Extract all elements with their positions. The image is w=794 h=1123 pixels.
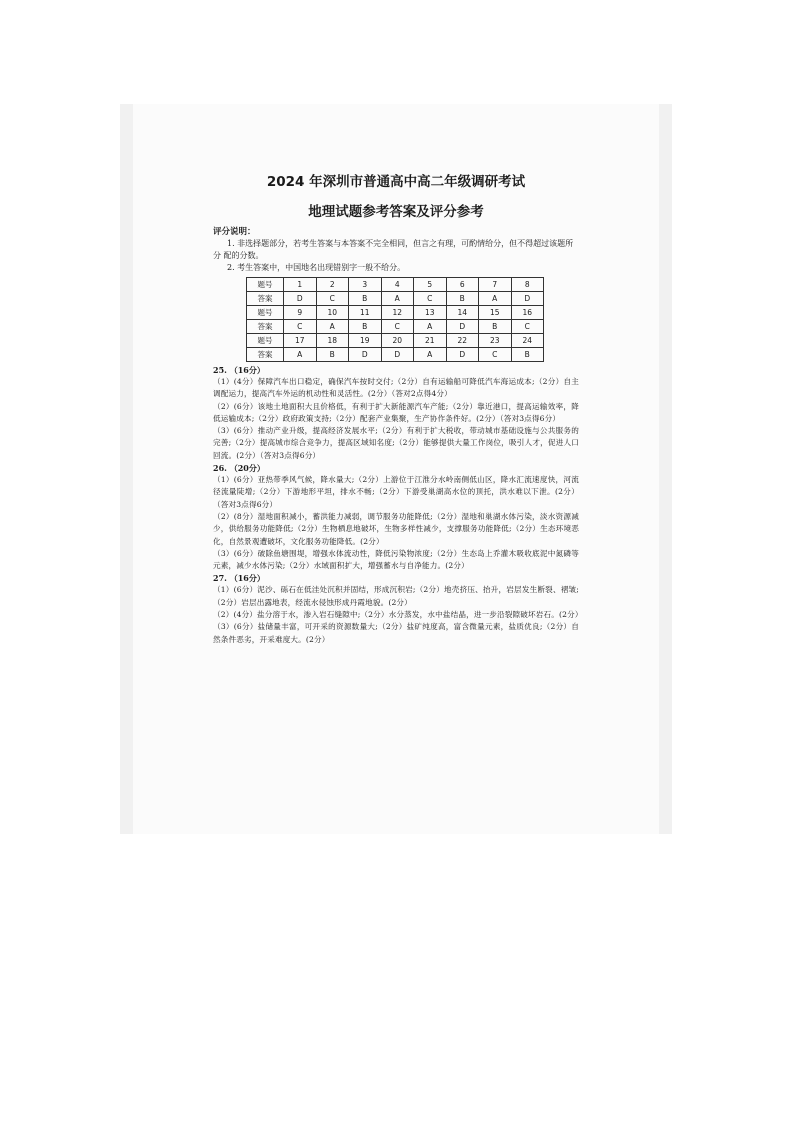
answer-table-cell: 23 (479, 334, 512, 348)
answer-table-cell: 20 (381, 334, 414, 348)
answer-table-cell: 9 (284, 306, 317, 320)
answer-table-row-label: 题号 (247, 334, 284, 348)
answer-table-cell: B (349, 292, 382, 306)
answer-item: （1）(6分）亚热带季风气候，降水量大;（2分）上游位于江淮分水岭南侧低山区，降水汇流速度快，河流径流量陡增;（2分）下游地形平坦，排水不畅;（2分）下游受巢湖高水位的顶托，洪水难以下泄。(2分）（答对3点得6分） (213, 475, 579, 509)
answer-table-cell: C (479, 348, 512, 362)
answer-table-cell: 8 (511, 278, 544, 292)
answer-table-cell: 24 (511, 334, 544, 348)
scoring-label: 评分说明： (213, 227, 256, 237)
answer-table-row (247, 334, 544, 348)
answer-table-cell: D (446, 320, 479, 334)
answer-table-cell: 11 (349, 306, 382, 320)
answer-item: （2）(6分）该地土地面积大且价格低，有利于扩大新能源汽车产能;（2分）靠近港口，提高运输效率，降低运输成本;（2分）政府政策支持;（2分）配套产业集聚，生产协作条件好。(2分）（答对3点得6分） (213, 401, 579, 423)
answer-table-cell: 16 (511, 306, 544, 320)
scoring-note-1: 1. 非选择题部分，若考生答案与本答案不完全相同，但言之有理，可酌情给分，但不得超过该题所分 配的分数。 (213, 239, 574, 260)
answer-table-cell: 4 (381, 278, 414, 292)
answer-table-row-label: 题号 (247, 306, 284, 320)
questions-section (213, 364, 583, 646)
answer-table-cell: 15 (479, 306, 512, 320)
answer-table-row-label: 题号 (247, 278, 284, 292)
answer-table-cell: 6 (446, 278, 479, 292)
answer-table-cell: B (349, 320, 382, 334)
answer-table-cell: A (316, 320, 349, 334)
answer-table (246, 277, 544, 362)
answer-table-cell: C (381, 320, 414, 334)
answer-item: （3）(6分）推动产业升级，提高经济发展水平;（2分）有利于扩大税收，带动城市基础设施与公共服务的完善;（2分）提高城市综合竞争力，提高区域知名度;（2分）能够提供大量工作岗位，吸引人才，促进人口回流。(2分）（答对3点得6分） (213, 426, 579, 460)
answer-table-row (247, 278, 544, 292)
answer-table-cell: B (316, 348, 349, 362)
answer-table-cell: 13 (414, 306, 447, 320)
answer-table-cell: C (414, 292, 447, 306)
answer-table-cell: 22 (446, 334, 479, 348)
answer-table-cell: 17 (284, 334, 317, 348)
question-heading: 26. （20分） (213, 463, 265, 474)
answer-table-cell: B (511, 348, 544, 362)
answer-table-cell: D (284, 292, 317, 306)
question-block (213, 462, 579, 572)
answer-table-cell: A (479, 292, 512, 306)
answer-item: （1）(6分）泥沙、砾石在低洼处沉积并固结，形成沉积岩;（2分）地壳挤压、抬升，岩层发生断裂、褶皱;（2分）岩层出露地表，经流水侵蚀形成丹霞地貌。(2分） (213, 585, 579, 607)
answer-table-cell: B (479, 320, 512, 334)
answer-table-cell: A (284, 348, 317, 362)
document-subtitle: 地理试题参考答案及评分参考 (308, 204, 484, 220)
answer-table-cell: 1 (284, 278, 317, 292)
document-content (213, 172, 583, 646)
answer-table-cell: 3 (349, 278, 382, 292)
answer-table-cell: C (511, 320, 544, 334)
answer-table-cell: 7 (479, 278, 512, 292)
answer-table-row-label: 答案 (247, 320, 284, 334)
answer-table-cell: 18 (316, 334, 349, 348)
answer-table-row-label: 答案 (247, 348, 284, 362)
answer-table-cell: 14 (446, 306, 479, 320)
scoring-note-2: 2. 考生答案中，中国地名出现错别字一般不给分。 (227, 263, 406, 272)
answer-item: （1）(4分）保障汽车出口稳定，确保汽车按时交付;（2分）自有运输船可降低汽车海运成本;（2分）自主调配运力，提高汽车外运的机动性和灵活性。(2分）（答对2点得4分） (213, 377, 579, 399)
answer-table-cell: A (414, 348, 447, 362)
answer-table-cell: 10 (316, 306, 349, 320)
answer-table-row (247, 306, 544, 320)
question-block (213, 364, 579, 462)
answer-item: （3）(6分）盐储量丰富，可开采的资源数量大;（2分）盐矿纯度高，富含微量元素，盐质优良;（2分）自然条件恶劣，开采难度大。(2分） (213, 622, 579, 644)
answer-table-cell: 5 (414, 278, 447, 292)
question-heading: 25. （16分） (213, 365, 265, 375)
question-block (213, 572, 583, 645)
answer-table-row (247, 292, 544, 306)
document-title: 2024 年深圳市普通高中高二年级调研考试 (266, 174, 526, 190)
answer-item: （3）(6分）破除鱼塘围堤，增强水体流动性，降低污染物浓度;（2分）生态岛上乔灌木吸收底泥中氮磷等元素，减少水体污染;（2分）水域面积扩大，增强蓄水与自净能力。(2分） (213, 548, 579, 571)
answer-table-cell: C (316, 292, 349, 306)
answer-table-cell: A (414, 320, 447, 334)
answer-table-cell: 12 (381, 306, 414, 320)
answer-table-cell: D (381, 348, 414, 362)
answer-item: （2）(4分）盐分溶于水，渗入岩石缝隙中;（2分）水分蒸发，水中盐结晶，进一步沿裂隙破坏岩石。(2分） (213, 610, 583, 620)
answer-table-row (247, 348, 544, 362)
answer-table-cell: 19 (349, 334, 382, 348)
answer-item: （2）(8分）湿地面积减小，蓄洪能力减弱，调节服务功能降低;（2分）湿地和巢湖水体污染，淡水资源减少，供给服务功能降低;（2分）生物栖息地破坏，生物多样性减少，支撑服务功能降低;（2分）生态环境恶化，自然景观遭破坏，文化服务功能降低。(2分） (213, 511, 579, 546)
answer-table-row (247, 320, 544, 334)
answer-table-cell: A (381, 292, 414, 306)
answer-table-cell: B (446, 292, 479, 306)
answer-table-cell: 21 (414, 334, 447, 348)
answer-table-cell: C (284, 320, 317, 334)
answer-table-cell: D (511, 292, 544, 306)
answer-table-row-label: 答案 (247, 292, 284, 306)
answer-table-cell: D (349, 348, 382, 362)
answer-table-cell: D (446, 348, 479, 362)
question-heading: 27. （16分） (213, 573, 265, 584)
answer-table-cell: 2 (316, 278, 349, 292)
